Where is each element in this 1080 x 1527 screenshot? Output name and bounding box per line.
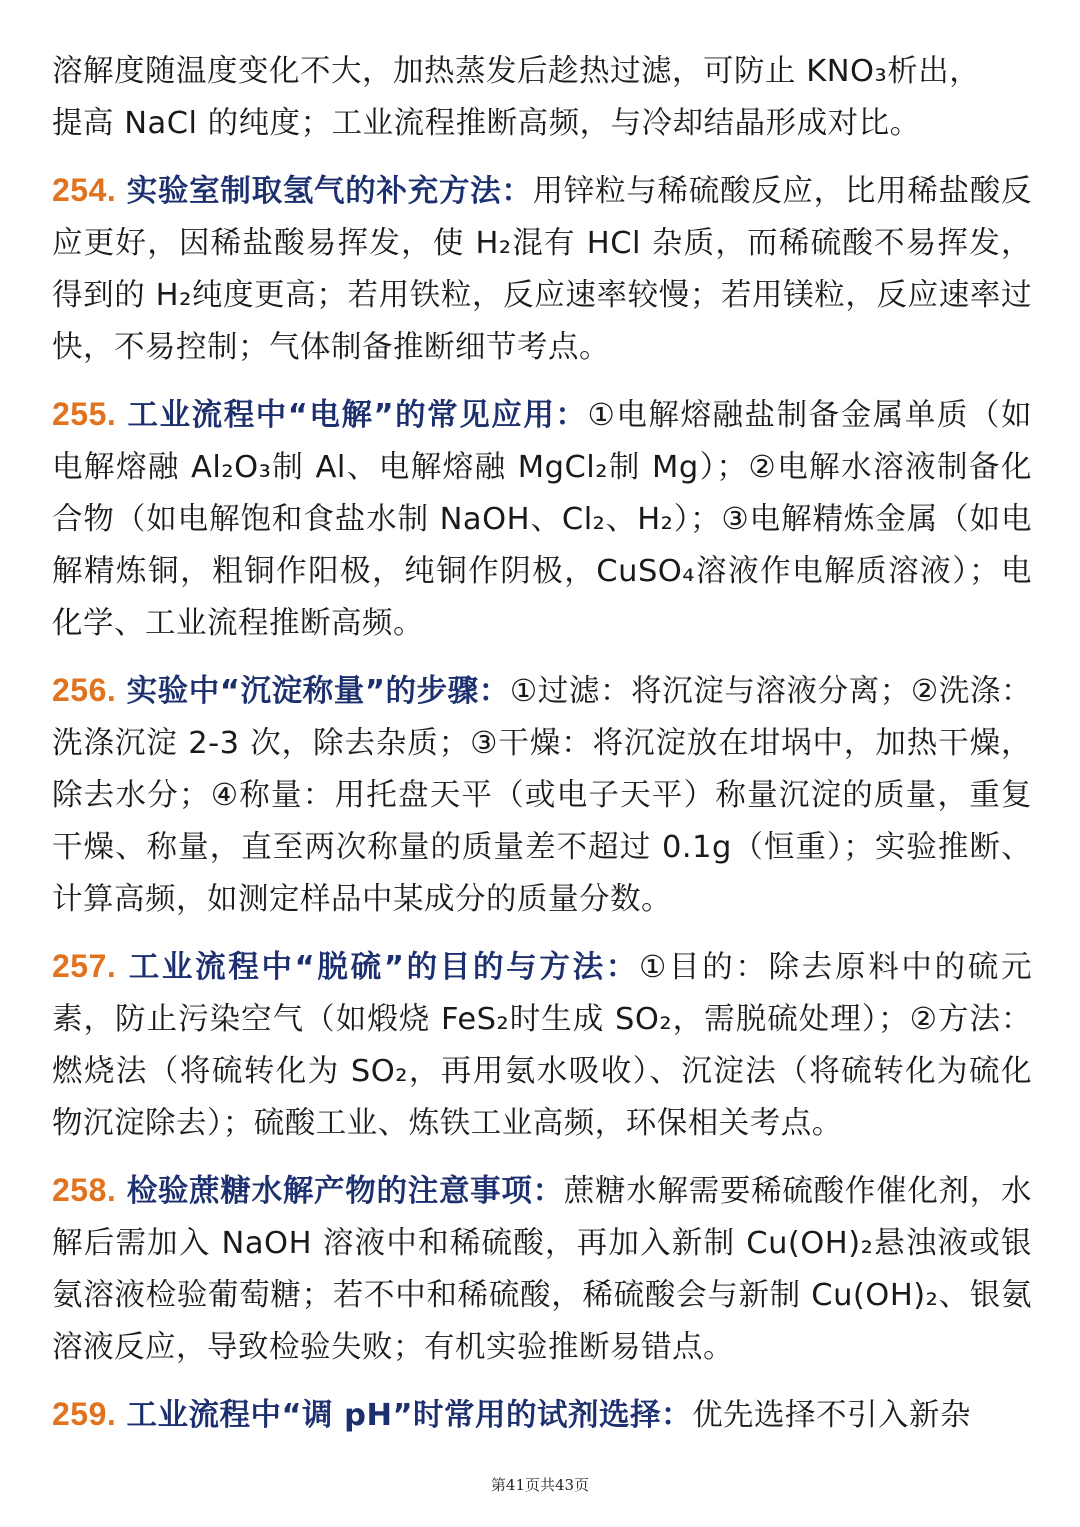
- item-body: ①电解熔融盐制备金属单质（如电解熔融 Al₂O₃制 Al、电解熔融 MgCl₂制 Mg）；②电解水溶液制备化合物（如电解饱和食盐水制 NaOH、Cl₂、H₂）；③电解精炼金属（如电解精炼铜，粗铜作阳极，纯铜作阴极，CuSO₄溶液作电解质溶液）；电化学、工业流程推断高频。: [52, 398, 1032, 641]
- item-number: 255.: [52, 396, 117, 432]
- item-body: ①目的：除去原料中的硫元素，防止污染空气（如煅烧 FeS₂时生成 SO₂，需脱硫处理）；②方法：燃烧法（将硫转化为 SO₂，再用氨水吸收）、沉淀法（将硫转化为硫化物沉淀除去）；硫酸工业、炼铁工业高频，环保相关考点。: [52, 950, 1033, 1141]
- page-number-footer: 第41页共43页: [490, 1476, 590, 1494]
- intro-line-2: 提高 NaCl 的纯度；工业流程推断高频，与冷却结晶形成对比。: [52, 106, 921, 141]
- item-254: [52, 164, 1032, 374]
- item-body: 优先选择不引入新杂: [692, 1398, 972, 1433]
- item-number: 254.: [52, 172, 117, 208]
- item-256: [52, 664, 1032, 926]
- item-body: ①过滤：将沉淀与溶液分离；②洗涤：洗涤沉淀 2-3 次，除去杂质；③干燥：将沉淀放在坩埚中，加热干燥，除去水分；④称量：用托盘天平（或电子天平）称量沉淀的质量，重复干燥、称量，直至两次称量的质量差不超过 0.1g（恒重）；实验推断、计算高频，如测定样品中某成分的质量分数。: [52, 674, 1033, 917]
- intro-line-1: 溶解度随温度变化不大，加热蒸发后趁热过滤，可防止 KNO₃析出，: [52, 54, 981, 89]
- item-title: 实验中“沉淀称量”的步骤：: [126, 674, 510, 709]
- item-title: 实验室制取氢气的补充方法：: [126, 174, 533, 209]
- item-number: 258.: [52, 1172, 117, 1208]
- item-body: 用锌粒与稀硫酸反应，比用稀盐酸反应更好，因稀盐酸易挥发，使 H₂混有 HCl 杂质，而稀硫酸不易挥发，得到的 H₂纯度更高；若用铁粒，反应速率较慢；若用镁粒，反应速率过快，不易控制；气体制备推断细节考点。: [52, 174, 1032, 365]
- intro-paragraph: [52, 46, 1032, 150]
- item-title: 工业流程中“脱硫”的目的与方法：: [128, 950, 639, 985]
- item-259: [52, 1388, 1032, 1442]
- item-255: [52, 388, 1032, 650]
- item-body: 蔗糖水解需要稀硫酸作催化剂，水解后需加入 NaOH 溶液中和稀硫酸，再加入新制 Cu(OH)₂悬浊液或银氨溶液检验葡萄糖；若不中和稀硫酸，稀硫酸会与新制 Cu(OH)₂、银氨溶液反应，导致检验失败；有机实验推断易错点。: [52, 1174, 1033, 1365]
- content-area: [52, 46, 1032, 1456]
- item-title: 检验蔗糖水解产物的注意事项：: [126, 1174, 564, 1209]
- item-number: 259.: [52, 1396, 117, 1432]
- item-258: [52, 1164, 1032, 1374]
- item-number: 257.: [52, 948, 117, 984]
- item-title: 工业流程中“电解”的常见应用：: [127, 398, 588, 433]
- item-number: 256.: [52, 672, 117, 708]
- item-257: [52, 940, 1032, 1150]
- item-title: 工业流程中“调 pH”时常用的试剂选择：: [126, 1398, 693, 1433]
